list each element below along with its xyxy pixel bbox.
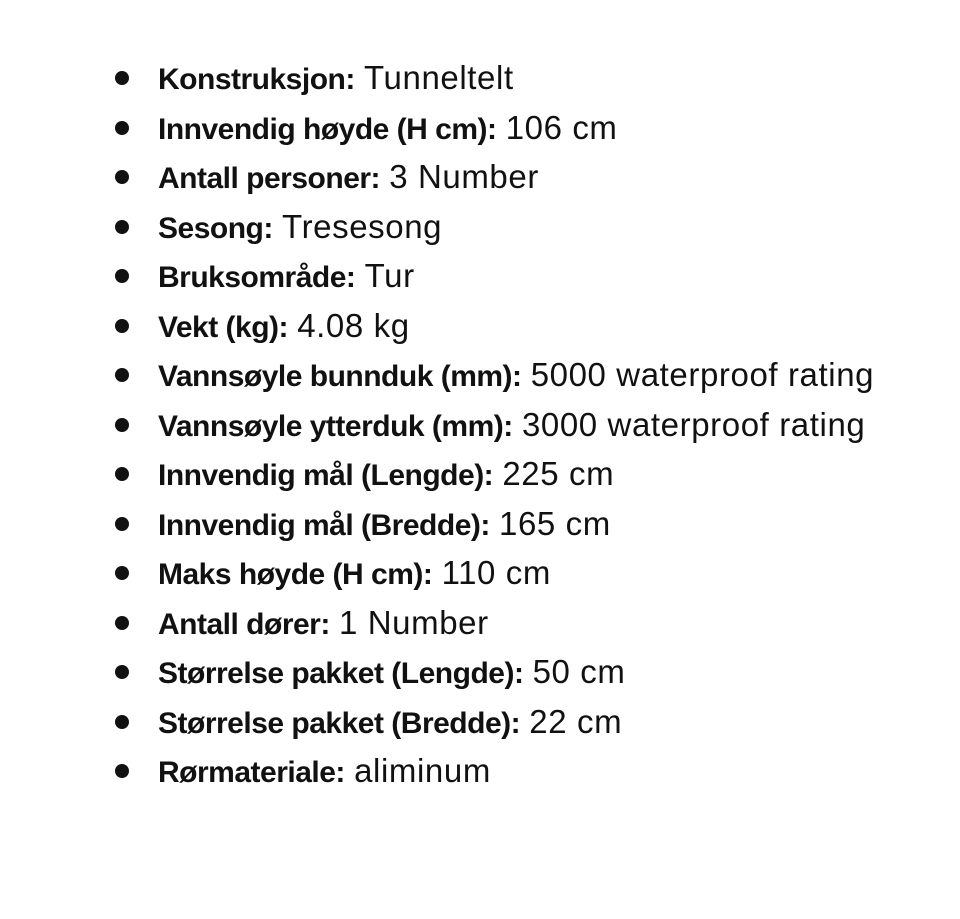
spec-value: 22 cm xyxy=(529,702,623,740)
spec-item-konstruksjon xyxy=(110,54,910,104)
spec-value: 3000 waterproof rating xyxy=(521,405,866,443)
spec-label: Bruksområde: xyxy=(158,261,356,294)
bullet-icon xyxy=(115,566,129,580)
bullet-icon xyxy=(115,517,129,531)
spec-value: 3 Number xyxy=(389,158,539,195)
spec-item-pakket-bredde xyxy=(110,698,910,748)
spec-value: Tur xyxy=(364,257,415,294)
bullet-icon xyxy=(115,418,129,432)
spec-value: 4.08 kg xyxy=(297,306,410,344)
spec-label: Antall dører: xyxy=(158,607,330,641)
spec-label: Størrelse pakket (Bredde): xyxy=(158,706,521,740)
spec-value: 50 cm xyxy=(532,653,626,690)
spec-item-innvendig-lengde xyxy=(110,450,910,500)
bullet-icon xyxy=(115,467,129,481)
bullet-icon xyxy=(115,269,129,283)
spec-list xyxy=(110,54,910,797)
spec-label: Størrelse pakket (Lengde): xyxy=(158,657,524,690)
spec-item-maks-hoyde xyxy=(110,549,910,599)
spec-label: Antall personer: xyxy=(158,162,381,195)
bullet-icon xyxy=(115,616,129,630)
bullet-icon xyxy=(115,665,129,679)
bullet-icon xyxy=(115,170,129,184)
spec-value: 5000 waterproof rating xyxy=(530,356,875,393)
bullet-icon xyxy=(115,71,129,85)
spec-value: Tresesong xyxy=(282,207,443,245)
spec-item-vekt xyxy=(110,302,910,352)
spec-item-bruksomrade xyxy=(110,252,910,302)
spec-label: Innvendig høyde (H cm): xyxy=(158,112,497,146)
bullet-icon xyxy=(115,715,129,729)
spec-label: Sesong: xyxy=(158,211,273,245)
spec-label: Rørmateriale: xyxy=(158,756,345,789)
spec-value: aliminum xyxy=(354,752,491,789)
bullet-icon xyxy=(115,121,129,135)
spec-item-vannsoyle-ytterduk xyxy=(110,401,910,451)
spec-item-pakket-lengde xyxy=(110,648,910,698)
spec-item-antall-dorer xyxy=(110,599,910,649)
spec-item-rormateriale xyxy=(110,747,910,797)
spec-label: Vannsøyle ytterduk (mm): xyxy=(158,409,513,443)
spec-item-antall-personer xyxy=(110,153,910,203)
spec-label: Innvendig mål (Lengde): xyxy=(158,459,494,492)
spec-value: 110 cm xyxy=(441,554,551,591)
spec-value: 1 Number xyxy=(339,603,489,641)
spec-value: 106 cm xyxy=(505,108,618,146)
bullet-icon xyxy=(115,319,129,333)
spec-item-innvendig-hoyde xyxy=(110,104,910,154)
spec-value: Tunneltelt xyxy=(364,59,514,96)
bullet-icon xyxy=(115,220,129,234)
spec-value: 225 cm xyxy=(502,455,615,492)
spec-label: Vannsøyle bunnduk (mm): xyxy=(158,360,522,393)
spec-label: Vekt (kg): xyxy=(158,310,289,344)
spec-label: Maks høyde (H cm): xyxy=(158,558,433,591)
bullet-icon xyxy=(115,368,129,382)
spec-label: Innvendig mål (Bredde): xyxy=(158,508,490,542)
spec-value: 165 cm xyxy=(499,504,611,542)
spec-item-vannsoyle-bunnduk xyxy=(110,351,910,401)
spec-item-innvendig-bredde xyxy=(110,500,910,550)
bullet-icon xyxy=(115,764,129,778)
spec-item-sesong xyxy=(110,203,910,253)
spec-label: Konstruksjon: xyxy=(158,63,355,96)
